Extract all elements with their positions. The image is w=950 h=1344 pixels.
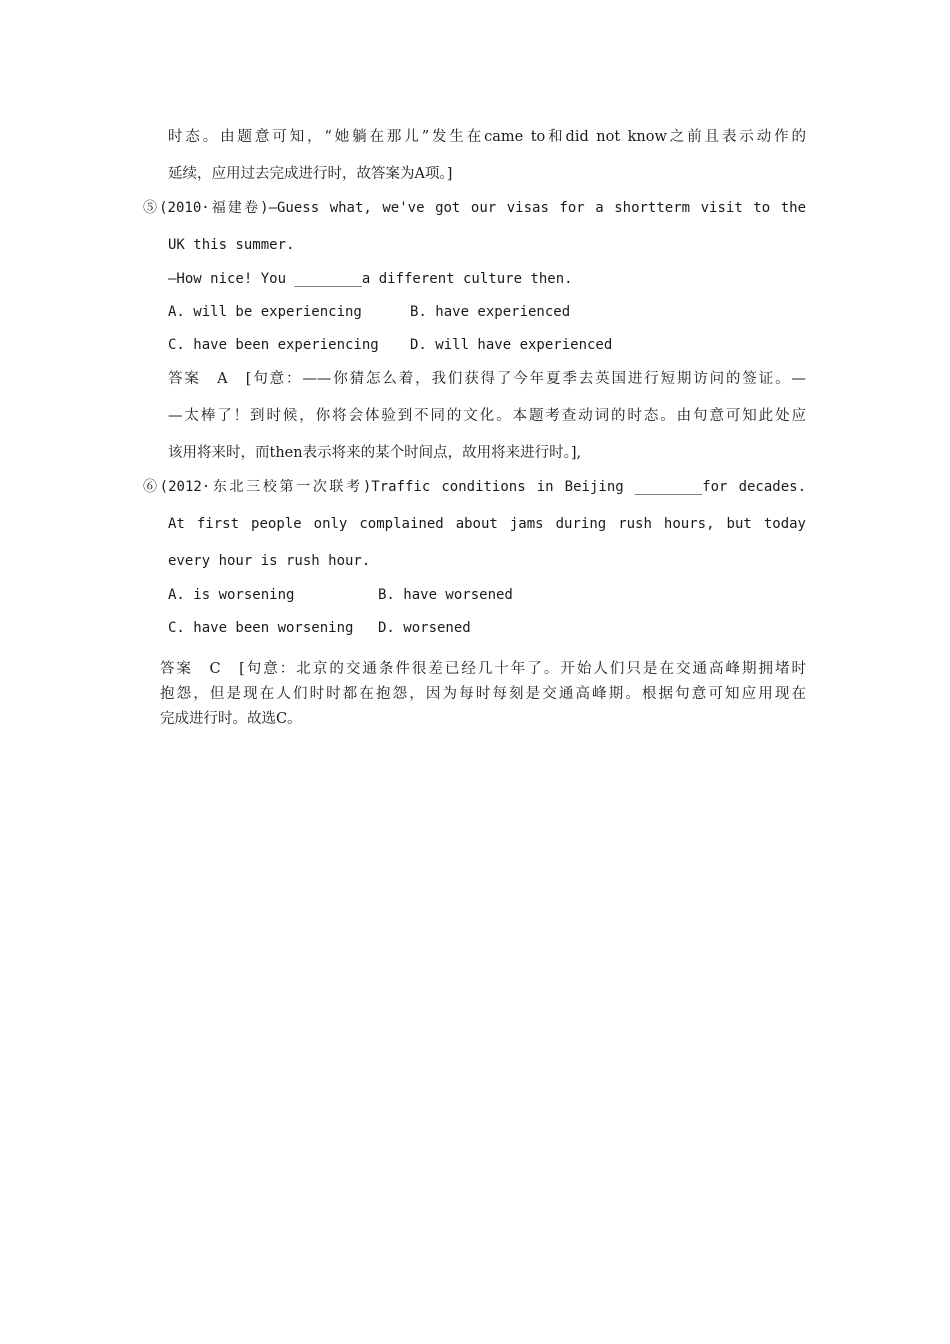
question-6-answer-cont: 抱怨，但是现在人们时时都在抱怨，因为每时每刻是交通高峰期。根据句意可知应用现在	[160, 686, 806, 702]
question-5-option-a: A. will be experiencing	[168, 304, 362, 320]
question-6-option-d: D. worsened	[378, 620, 471, 636]
question-5-dialog: —How nice! You ________a different culture then.	[168, 271, 573, 287]
question-5-option-b: B. have experienced	[410, 304, 571, 320]
question-5-option-d: D. will have experienced	[410, 337, 613, 353]
question-5-stem: ⑤(2010·福建卷)—Guess what, we've got our visas for a shortterm visit to the	[143, 200, 806, 216]
question-5-stem-cont: UK this summer.	[168, 237, 295, 253]
question-6-option-a: A. is worsening	[168, 587, 295, 603]
question-5-answer-cont: 该用将来时，而then表示将来的某个时间点，故用将来进行时。],	[168, 445, 582, 461]
question-6-option-b: B. have worsened	[378, 587, 513, 603]
question-6-answer: 答案 C [句意：北京的交通条件很差已经几十年了。开始人们只是在交通高峰期拥堵时	[160, 661, 806, 677]
question-5-answer: 答案 A [句意：——你猜怎么着，我们获得了今年夏季去英国进行短期访问的签证。—	[168, 371, 806, 387]
question-6-stem-cont: At first people only complained about jams during rush hours, but today	[168, 516, 806, 532]
explanation-line: 延续，应用过去完成进行时，故答案为A项。]	[168, 166, 453, 182]
question-6-stem: ⑥(2012·东北三校第一次联考)Traffic conditions in Beijing ________for decades.	[143, 479, 806, 495]
question-6-answer-cont: 完成进行时。故选C。	[160, 711, 302, 727]
question-5-option-c: C. have been experiencing	[168, 337, 379, 353]
question-6-stem-cont: every hour is rush hour.	[168, 553, 371, 569]
question-6-option-c: C. have been worsening	[168, 620, 354, 636]
explanation-line: 时态。由题意可知，“她躺在那儿”发生在came to和did not know之前且表示动作的	[168, 129, 806, 145]
question-5-answer-cont: —太棒了！到时候，你将会体验到不同的文化。本题考查动词的时态。由句意可知此处应	[168, 408, 806, 424]
